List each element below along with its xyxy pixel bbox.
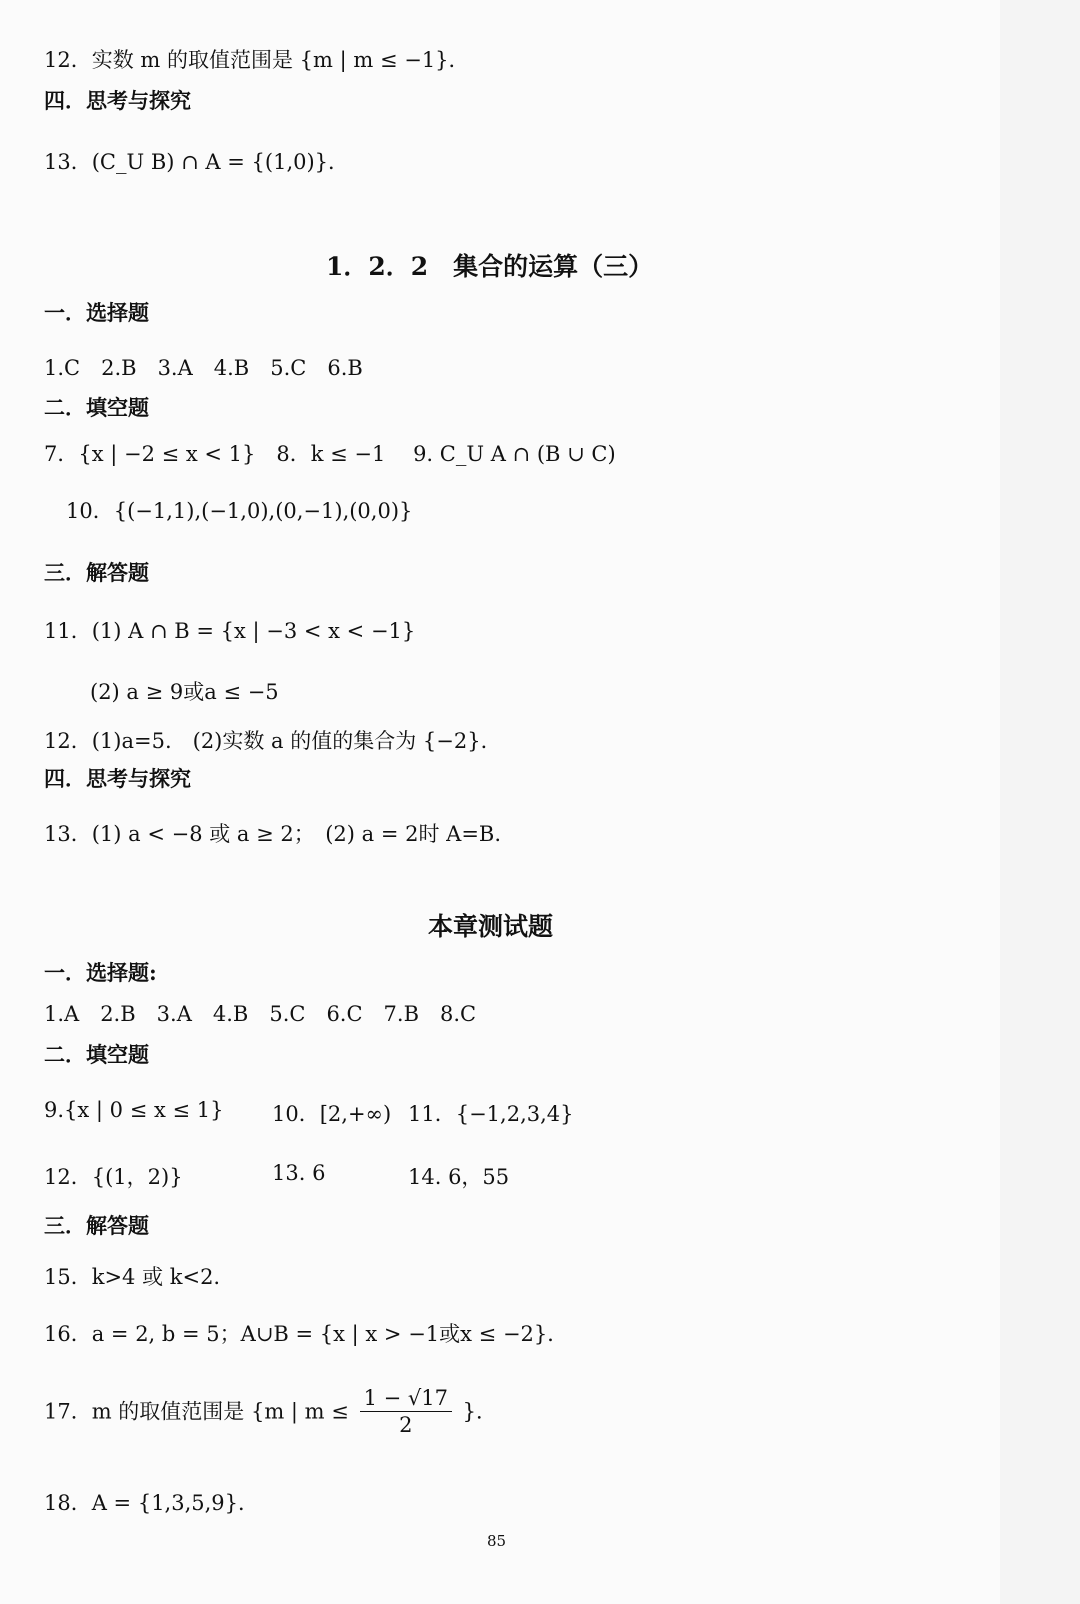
fill-answer-11: 11．{−1,2,3,4} bbox=[408, 1102, 574, 1126]
fill-answer-12: 12．{(1，2)} bbox=[44, 1165, 183, 1189]
section-fill-1: 二．填空题 bbox=[44, 395, 149, 420]
choice-answers-1: 1.C 2.B 3.A 4.B 5.C 6.B bbox=[44, 356, 363, 380]
section-choice-test: 一．选择题: bbox=[44, 960, 157, 985]
answer-16: 16．a = 2, b = 5；A∪B = {x | x > −1或x ≤ −2}． bbox=[44, 1322, 569, 1346]
answer-17 bbox=[44, 1386, 497, 1439]
fill-answers-7-9: 7．{x | −2 ≤ x < 1} 8．k ≤ −1 9. C_U A ∩ (B ∪ C) bbox=[44, 442, 616, 466]
page-edge bbox=[1000, 0, 1080, 1604]
answer-12-top: 12．实数 m 的取值范围是 {m | m ≤ −1}． bbox=[44, 48, 470, 72]
answer-18: 18．A = {1,3,5,9}． bbox=[44, 1491, 260, 1515]
section-choice-1: 一．选择题 bbox=[44, 300, 149, 325]
fill-answer-10-test: 10．[2,+∞) bbox=[272, 1102, 392, 1126]
answer-15: 15．k>4 或 k<2. bbox=[44, 1265, 221, 1289]
fraction-denominator: 2 bbox=[399, 1413, 413, 1438]
fill-answer-14: 14. 6，55 bbox=[408, 1165, 510, 1189]
answer-13: 13．(1) a < −8 或 a ≥ 2； (2) a = 2时 A=B. bbox=[44, 822, 502, 846]
section-solve-1: 三．解答题 bbox=[44, 560, 149, 585]
section-title-1-2-2: 1．2．2 集合的运算（三） bbox=[326, 252, 654, 281]
section-think-explore-top: 四．思考与探究 bbox=[44, 88, 191, 113]
answer-17-fraction bbox=[360, 1386, 452, 1439]
answer-11-part2: (2) a ≥ 9或a ≤ −5 bbox=[90, 680, 279, 704]
fraction-numerator: 1 − √17 bbox=[360, 1386, 452, 1412]
answer-17-prefix: 17．m 的取值范围是 {m | m ≤ bbox=[44, 1399, 349, 1424]
answer-17-suffix: }． bbox=[462, 1399, 498, 1424]
answer-11-part1: 11．(1) A ∩ B = {x | −3 < x < −1} bbox=[44, 619, 416, 643]
fill-answer-9: 9.{x | 0 ≤ x ≤ 1} bbox=[44, 1098, 224, 1122]
answer-13-top: 13．(C_U B) ∩ A = {(1,0)}． bbox=[44, 150, 350, 174]
section-fill-test: 二．填空题 bbox=[44, 1042, 149, 1067]
answer-12: 12．(1)a=5. (2)实数 a 的值的集合为 {−2}． bbox=[44, 729, 502, 753]
page-number: 85 bbox=[487, 1532, 507, 1550]
section-think-explore-1: 四．思考与探究 bbox=[44, 766, 191, 791]
chapter-test-title: 本章测试题 bbox=[428, 912, 554, 941]
section-solve-test: 三．解答题 bbox=[44, 1213, 149, 1238]
fill-answer-13: 13. 6 bbox=[272, 1161, 326, 1185]
fill-answer-10: 10．{(−1,1),(−1,0),(0,−1),(0,0)} bbox=[66, 499, 413, 523]
choice-answers-test: 1.A 2.B 3.A 4.B 5.C 6.C 7.B 8.C bbox=[44, 1002, 477, 1026]
